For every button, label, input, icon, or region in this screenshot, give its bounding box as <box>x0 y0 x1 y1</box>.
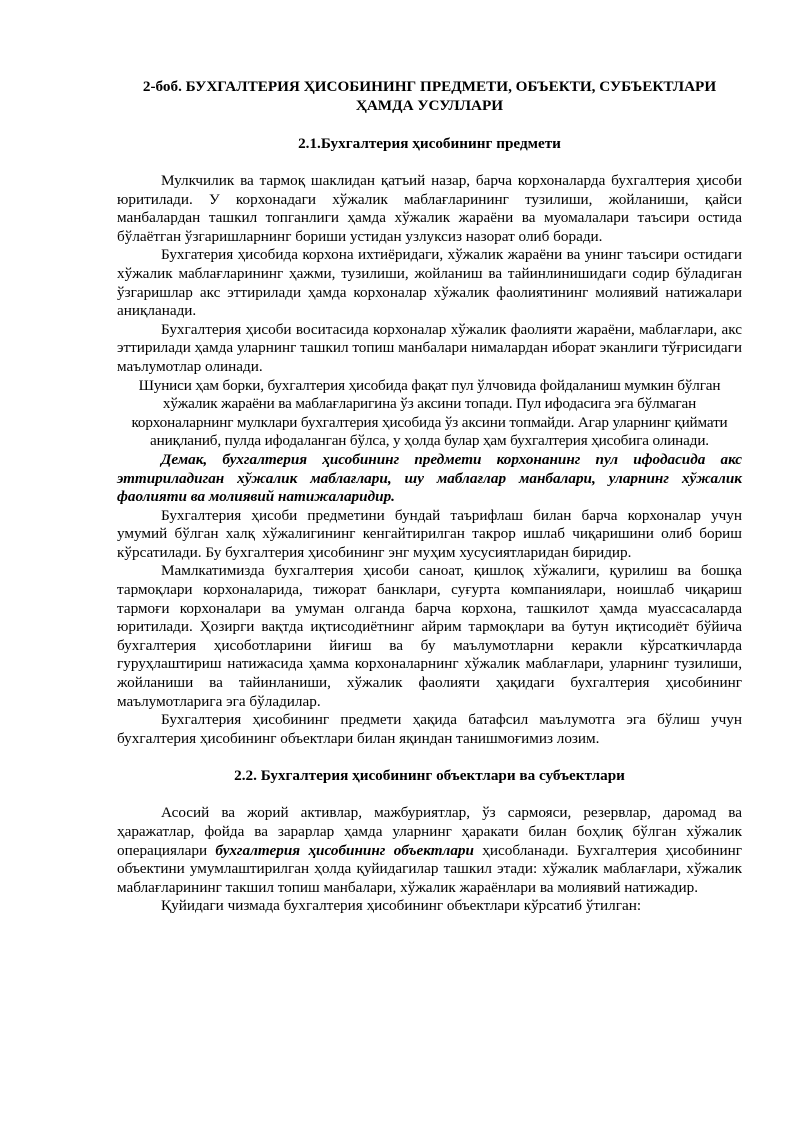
section-1-paragraph-3: Бухгалтерия ҳисоби воситасида корхоналар хўжалик фаолияти жараёни, маблағлари, акс эттирилади ҳамда уларнинг ташкил топиш манбалари нималардан иборат эканлиги тўғрисидаги маълумотлар олинади. <box>117 320 742 375</box>
section-1-paragraph-2: Бухгатерия ҳисобида корхона ихтиёридаги, хўжалик жараёни ва унинг таъсири остидаги хўжалик маблағларининг ҳажми, тузилиши, жойланиш ва тайинлинишидаги содир бўладиган ўзгаришлар акс эттирилади ҳамда корхоналар хўжалик фаолиятининг молиявий натижалари аниқланади. <box>117 246 742 320</box>
section-2-paragraph-2: Қуйидаги чизмада бухгалтерия ҳисобининг объектлари кўрсатиб ўтилган: <box>161 897 642 915</box>
section-1-paragraph-4: Шуниси ҳам борки, бухгалтерия ҳисобида фақат пул ўлчовида фойдаланиш мумкин бўлган хўжалик жараёни ва маблағларигина ўз аксини топади. Пул ифодасига эга бўлмаган корхоналарнинг мулклари бухгалтерия ҳисобида ўз аксини топмайди. Агар уларнинг қиймати аниқланиб, пулда ифодаланган бўлса, у ҳолда булар ҳам бухгалтерия ҳисобига олинади. <box>131 376 728 450</box>
section-1-paragraph-8: Бухгалтерия ҳисобининг предмети ҳақида батафсил маълумотга эга бўлиш учун бухгалтерия ҳисобининг объектлари билан яқиндан танишмоғимиз лозим. <box>117 711 742 747</box>
objects-emphasis: бухгалтерия ҳисобининг объектлари <box>215 841 474 859</box>
section-2-title: 2.2. Бухгалтерия ҳисобининг объектлари ва субъектлари <box>234 767 625 785</box>
section-1-conclusion: Демак, бухгалтерия ҳисобининг предмети корхонанинг пул ифодасида акс эттириладиган хўжалик маблағлари, шу маблағлар манбалари, уларнинг хўжалик фаолияти ва молиявий натижаларидир. <box>117 450 742 506</box>
section-2-paragraph-1 <box>117 804 742 897</box>
section-1-title: 2.1.Бухгалтерия ҳисобининг предмети <box>298 135 561 152</box>
section-2-paragraph-1-start: Асосий ва жорий активлар, мажбуриятлар, ўз сармояси, резервлар, даромад ва ҳаражатлар, фойда ва зарарлар ҳамда уларнинг ҳаракати билан боҳлиқ бўлган хўжалик операциялари <box>117 804 742 859</box>
section-1-paragraph-1: Мулкчилик ва тармоқ шаклидан қатъий назар, барча корхоналарда бухгалтерия ҳисоби юритилади. У корхонадаги хўжалик маблағларининг тузилиши, жойланиши, қайси манбалардан ташкил топганлиги ҳамда хўжалик жараёни ва муомалалари таъсири остида бўлаётган ўзгаришларнинг бориши устидан узлуксиз назорат олиб боради. <box>117 172 742 245</box>
section-1-paragraph-7: Мамлкатимизда бухгалтерия ҳисоби саноат, қишлоқ хўжалиги, қурилиш ва бошқа тармоқлари корхоналарида, тижорат банклари, суғурта компаниялари, ноишлаб чиқариш тармоғи корхоналари ва умуман олганда барча корхона, ташкилот ҳамда муассасаларда юритилади. Ҳозирги вақтда иқтисодиётнинг айрим тармоқлари ва бутун иқтисодиёт бўйича бухгалтерия ҳисоботларини йиғиш ва бу маълумотларни керакли кўрсаткичларда гуруҳлаштириш натижасида ҳамма корхоналарнинг хўжалик маблағлари, уларнинг тузилиши, жойланиши ва тайинланиши, хўжалик фаолияти ҳақидаги бухгалтерия ҳисобининг маълумотларига эга бўладилар. <box>117 562 742 710</box>
chapter-title: 2-боб. БУХГАЛТЕРИЯ ҲИСОБИНИНГ ПРЕДМЕТИ, ОБЪЕКТИ, СУБЪЕКТЛАРИ ҲАМДА УСУЛЛАРИ <box>142 78 717 114</box>
section-1-paragraph-6: Бухгалтерия ҳисоби предметини бундай таърифлаш билан барча корхоналар учун умумий бўлган халқ хўжалигининг кенгайтирилган такрор ишлаб чиқаришини олиб бориш кўрсатилади. Бу бухгалтерия ҳисобининг энг муҳим хусусиятларидан биридир. <box>117 506 742 561</box>
section-2-paragraph-1-end: ҳисобланади. Бухгалтерия ҳисобининг объектини умумлаштирилган ҳолда қуйидагилар ташкил этади: хўжалик маблағлари, хўжалик маблағларининг такшил топиш манбалари, хўжалик жараёнлари ва молиявий натижадир. <box>117 841 742 896</box>
